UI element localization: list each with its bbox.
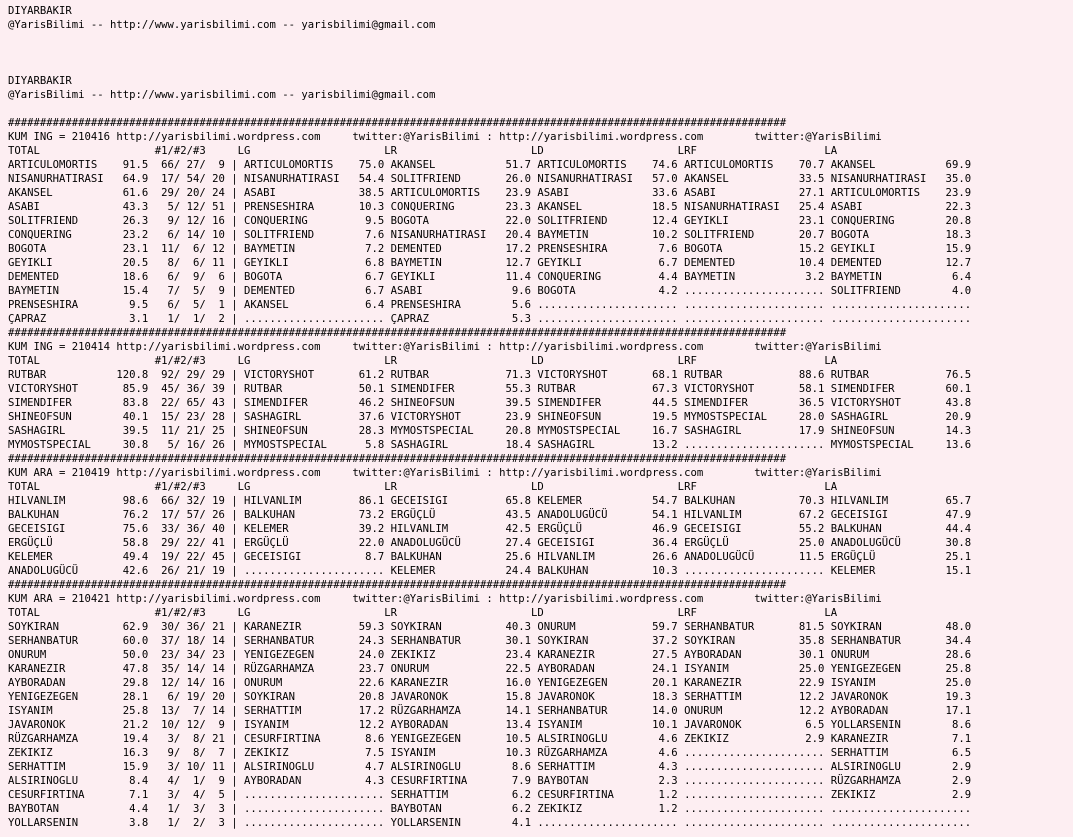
text-line: VICTORYSHOT 85.9 45/ 36/ 39 | RUTBAR 50.1 SIMENDIFER 55.3 RUTBAR 67.3 VICTORYSHOT 58.1 SIMENDIFER 60.1 xyxy=(8,383,972,395)
text-line xyxy=(8,102,971,116)
text-line: CONQUERING 23.2 6/ 14/ 10 | SOLITFRIEND 7.6 NISANURHATIRASI 20.4 BAYMETIN 10.2 SOLITFRIEND 20.7 BOGOTA 18.3 xyxy=(8,229,972,241)
separator-line: ########################################################################################################################## xyxy=(8,579,787,591)
text-line: GEYIKLI 20.5 8/ 6/ 11 | GEYIKLI 6.8 BAYMETIN 12.7 GEYIKLI 6.7 DEMENTED 10.4 DEMENTED 12.7 xyxy=(8,257,972,269)
text-line: TOTAL #1/#2/#3 LG LR LD LRF LA xyxy=(8,145,838,157)
text-line: CESURFIRTINA 7.1 3/ 4/ 5 | ...................... SERHATTIM 6.2 CESURFIRTINA 1.2 ...................... ZEKIKIZ 2.9 xyxy=(8,789,972,801)
text-line xyxy=(8,46,971,60)
text-line: DIYARBAKIR xyxy=(8,5,72,17)
text-line: NISANURHATIRASI 64.9 17/ 54/ 20 | NISANURHATIRASI 54.4 SOLITFRIEND 26.0 NISANURHATIRASI 57.0 AKANSEL 33.5 NISANURHATIRASI 35.0 xyxy=(8,173,972,185)
text-line: ERGÜÇLÜ 58.8 29/ 22/ 41 | ERGÜÇLÜ 22.0 ANADOLUGÜCÜ 27.4 GECEISIGI 36.4 ERGÜÇLÜ 25.0 ANADOLUGÜCÜ 30.8 xyxy=(8,537,972,549)
text-line: ÇAPRAZ 3.1 1/ 1/ 2 | ...................... ÇAPRAZ 5.3 ...................... ...................... ...................... xyxy=(8,313,972,325)
text-line: ANADOLUGÜCÜ 42.6 26/ 21/ 19 | ...................... KELEMER 24.4 BALKUHAN 10.3 ...................... KELEMER 15.1 xyxy=(8,565,972,577)
text-line: SERHATTIM 15.9 3/ 10/ 11 | ALSIRINOGLU 4.7 ALSIRINOGLU 8.6 SERHATTIM 4.3 ...................... ALSIRINOGLU 2.9 xyxy=(8,761,972,773)
text-line: GECEISIGI 75.6 33/ 36/ 40 | KELEMER 39.2 HILVANLIM 42.5 ERGÜÇLÜ 46.9 GECEISIGI 55.2 BALKUHAN 44.4 xyxy=(8,523,972,535)
text-line: TOTAL #1/#2/#3 LG LR LD LRF LA xyxy=(8,607,838,619)
text-line: @YarisBilimi -- http://www.yarisbilimi.com -- yarisbilimi@gmail.com xyxy=(8,89,436,101)
text-line: TOTAL #1/#2/#3 LG LR LD LRF LA xyxy=(8,481,838,493)
text-line: SOLITFRIEND 26.3 9/ 12/ 16 | CONQUERING 9.5 BOGOTA 22.0 SOLITFRIEND 12.4 GEYIKLI 23.1 CONQUERING 20.8 xyxy=(8,215,972,227)
text-line: JAVARONOK 21.2 10/ 12/ 9 | ISYANIM 12.2 AYBORADAN 13.4 ISYANIM 10.1 JAVARONOK 6.5 YOLLARSENIN 8.6 xyxy=(8,719,972,731)
text-line: BALKUHAN 76.2 17/ 57/ 26 | BALKUHAN 73.2 ERGÜÇLÜ 43.5 ANADOLUGÜCÜ 54.1 HILVANLIM 67.2 GECEISIGI 47.9 xyxy=(8,509,972,521)
text-line: SIMENDIFER 83.8 22/ 65/ 43 | SIMENDIFER 46.2 SHINEOFSUN 39.5 SIMENDIFER 44.5 SIMENDIFER 36.5 VICTORYSHOT 43.8 xyxy=(8,397,972,409)
text-line: SOYKIRAN 62.9 30/ 36/ 21 | KARANEZIR 59.3 SOYKIRAN 40.3 ONURUM 59.7 SERHANBATUR 81.5 SOYKIRAN 48.0 xyxy=(8,621,972,633)
text-line: ARTICULOMORTIS 91.5 66/ 27/ 9 | ARTICULOMORTIS 75.0 AKANSEL 51.7 ARTICULOMORTIS 74.6 ARTICULOMORTIS 70.7 AKANSEL 69.9 xyxy=(8,159,972,171)
text-line: KUM ING = 210416 http://yarisbilimi.wordpress.com twitter:@YarisBilimi : http://yarisbilimi.wordpress.com twitter:@YarisBilimi xyxy=(8,131,882,143)
text-line: TOTAL #1/#2/#3 LG LR LD LRF LA xyxy=(8,355,838,367)
text-line: KUM ARA = 210419 http://yarisbilimi.wordpress.com twitter:@YarisBilimi : http://yarisbilimi.wordpress.com twitter:@YarisBilimi xyxy=(8,467,882,479)
text-line: ISYANIM 25.8 13/ 7/ 14 | SERHATTIM 17.2 RÜZGARHAMZA 14.1 SERHANBATUR 14.0 ONURUM 12.2 AYBORADAN 17.1 xyxy=(8,705,972,717)
text-line: SASHAGIRL 39.5 11/ 21/ 25 | SHINEOFSUN 28.3 MYMOSTSPECIAL 20.8 MYMOSTSPECIAL 16.7 SASHAGIRL 17.9 SHINEOFSUN 14.3 xyxy=(8,425,972,437)
text-line: PRENSESHIRA 9.5 6/ 5/ 1 | AKANSEL 6.4 PRENSESHIRA 5.6 ...................... ...................... ...................... xyxy=(8,299,972,311)
text-line: AYBORADAN 29.8 12/ 14/ 16 | ONURUM 22.6 KARANEZIR 16.0 YENIGEZEGEN 20.1 KARANEZIR 22.9 ISYANIM 25.0 xyxy=(8,677,972,689)
text-line: RUTBAR 120.8 92/ 29/ 29 | VICTORYSHOT 61.2 RUTBAR 71.3 VICTORYSHOT 68.1 RUTBAR 88.6 RUTBAR 76.5 xyxy=(8,369,972,381)
separator-line: ########################################################################################################################## xyxy=(8,117,787,129)
text-line: BAYMETIN 15.4 7/ 5/ 9 | DEMENTED 6.7 ASABI 9.6 BOGOTA 4.2 ...................... SOLITFRIEND 4.0 xyxy=(8,285,972,297)
text-line: @YarisBilimi -- http://www.yarisbilimi.com -- yarisbilimi@gmail.com xyxy=(8,19,436,31)
text-line: DIYARBAKIR xyxy=(8,75,72,87)
text-line: KELEMER 49.4 19/ 22/ 45 | GECEISIGI 8.7 BALKUHAN 25.6 HILVANLIM 26.6 ANADOLUGÜCÜ 11.5 ERGÜÇLÜ 25.1 xyxy=(8,551,972,563)
text-line: ZEKIKIZ 16.3 9/ 8/ 7 | ZEKIKIZ 7.5 ISYANIM 10.3 RÜZGARHAMZA 4.6 ...................... SERHATTIM 6.5 xyxy=(8,747,972,759)
text-line: AKANSEL 61.6 29/ 20/ 24 | ASABI 38.5 ARTICULOMORTIS 23.9 ASABI 33.6 ASABI 27.1 ARTICULOMORTIS 23.9 xyxy=(8,187,972,199)
text-line: ASABI 43.3 5/ 12/ 51 | PRENSESHIRA 10.3 CONQUERING 23.3 AKANSEL 18.5 NISANURHATIRASI 25.4 ASABI 22.3 xyxy=(8,201,972,213)
text-line: KUM ARA = 210421 http://yarisbilimi.wordpress.com twitter:@YarisBilimi : http://yarisbilimi.wordpress.com twitter:@YarisBilimi xyxy=(8,593,882,605)
text-line: ONURUM 50.0 23/ 34/ 23 | YENIGEZEGEN 24.0 ZEKIKIZ 23.4 KARANEZIR 27.5 AYBORADAN 30.1 ONURUM 28.6 xyxy=(8,649,972,661)
separator-line: ########################################################################################################################## xyxy=(8,327,787,339)
text-line: MYMOSTSPECIAL 30.8 5/ 16/ 26 | MYMOSTSPECIAL 5.8 SASHAGIRL 18.4 SASHAGIRL 13.2 ...................... MYMOSTSPECIAL 13.6 xyxy=(8,439,972,451)
text-line: ALSIRINOGLU 8.4 4/ 1/ 9 | AYBORADAN 4.3 CESURFIRTINA 7.9 BAYBOTAN 2.3 ...................... RÜZGARHAMZA 2.9 xyxy=(8,775,972,787)
text-line: BOGOTA 23.1 11/ 6/ 12 | BAYMETIN 7.2 DEMENTED 17.2 PRENSESHIRA 7.6 BOGOTA 15.2 GEYIKLI 15.9 xyxy=(8,243,972,255)
text-line: HILVANLIM 98.6 66/ 32/ 19 | HILVANLIM 86.1 GECEISIGI 65.8 KELEMER 54.7 BALKUHAN 70.3 HILVANLIM 65.7 xyxy=(8,495,972,507)
text-line: RÜZGARHAMZA 19.4 3/ 8/ 21 | CESURFIRTINA 8.6 YENIGEZEGEN 10.5 ALSIRINOGLU 4.6 ZEKIKIZ 2.9 KARANEZIR 7.1 xyxy=(8,733,972,745)
text-line: DEMENTED 18.6 6/ 9/ 6 | BOGOTA 6.7 GEYIKLI 11.4 CONQUERING 4.4 BAYMETIN 3.2 BAYMETIN 6.4 xyxy=(8,271,972,283)
separator-line: ########################################################################################################################## xyxy=(8,453,787,465)
text-line: YOLLARSENIN 3.8 1/ 2/ 3 | ...................... YOLLARSENIN 4.1 ...................... ...................... ...................... xyxy=(8,817,972,829)
text-line xyxy=(8,32,971,46)
text-line: SERHANBATUR 60.0 37/ 18/ 14 | SERHANBATUR 24.3 SERHANBATUR 30.1 SOYKIRAN 37.2 SOYKIRAN 35.8 SERHANBATUR 34.4 xyxy=(8,635,972,647)
text-line: KUM ING = 210414 http://yarisbilimi.wordpress.com twitter:@YarisBilimi : http://yarisbilimi.wordpress.com twitter:@YarisBilimi xyxy=(8,341,882,353)
text-line: YENIGEZEGEN 28.1 6/ 19/ 20 | SOYKIRAN 20.8 JAVARONOK 15.8 JAVARONOK 18.3 SERHATTIM 12.2 JAVARONOK 19.3 xyxy=(8,691,972,703)
text-document xyxy=(8,4,971,830)
text-line: SHINEOFSUN 40.1 15/ 23/ 28 | SASHAGIRL 37.6 VICTORYSHOT 23.9 SHINEOFSUN 19.5 MYMOSTSPECIAL 28.0 SASHAGIRL 20.9 xyxy=(8,411,972,423)
text-line: KARANEZIR 47.8 35/ 14/ 14 | RÜZGARHAMZA 23.7 ONURUM 22.5 AYBORADAN 24.1 ISYANIM 25.0 YENIGEZEGEN 25.8 xyxy=(8,663,972,675)
text-line xyxy=(8,60,971,74)
text-line: BAYBOTAN 4.4 1/ 3/ 3 | ...................... BAYBOTAN 6.2 ZEKIKIZ 1.2 ...................... ...................... xyxy=(8,803,972,815)
